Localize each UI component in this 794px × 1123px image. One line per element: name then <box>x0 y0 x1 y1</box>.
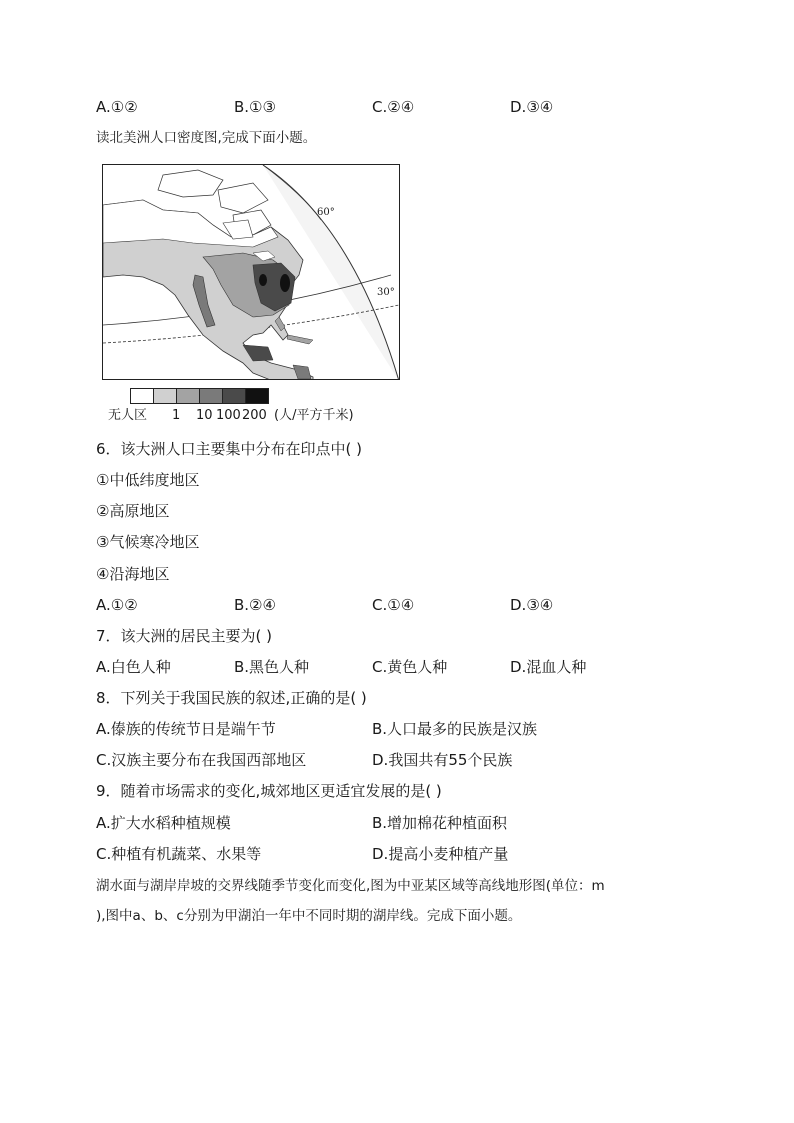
legend-label-10: 10 <box>196 408 213 423</box>
q6-option-d: D.③④ <box>510 596 554 614</box>
legend-label-unit: (人/平方千米) <box>274 408 354 423</box>
q7-option-b: B.黑色人种 <box>234 658 310 676</box>
legend-label-1: 1 <box>172 408 181 423</box>
intro-text-lake-line1: 湖水面与湖岸岸坡的交界线随季节变化而变化,图为中亚某区域等高线地形图(单位：m <box>96 878 605 894</box>
legend-swatch-5 <box>245 388 269 404</box>
q5-option-d: D.③④ <box>510 98 554 116</box>
q7-stem: 7．该大洲的居民主要为( ) <box>96 627 273 645</box>
q5-option-a: A.①② <box>96 98 138 116</box>
q9-stem: 9．随着市场需求的变化,城郊地区更适宜发展的是( ) <box>96 782 442 800</box>
q5-option-c: C.②④ <box>372 98 415 116</box>
legend-swatch-3 <box>199 388 223 404</box>
q6-option-c: C.①④ <box>372 596 415 614</box>
q8-option-c: C.汉族主要分布在我国西部地区 <box>96 751 307 769</box>
legend-label-none: 无人区 <box>108 408 148 423</box>
legend-swatch-1 <box>153 388 177 404</box>
q6-option-b: B.②④ <box>234 596 276 614</box>
map-legend <box>130 388 268 404</box>
q8-option-a: A.傣族的传统节日是端午节 <box>96 720 276 738</box>
intro-text-map: 读北美洲人口密度图,完成下面小题。 <box>96 130 317 146</box>
intro-text-lake-line2: ),图中a、b、c分别为甲湖泊一年中不同时期的湖岸线。完成下面小题。 <box>96 908 522 924</box>
q9-option-b: B.增加棉花种植面积 <box>372 814 508 832</box>
q7-option-c: C.黄色人种 <box>372 658 448 676</box>
legend-label-100: 100 <box>216 408 241 423</box>
legend-label-200: 200 <box>242 408 267 423</box>
q9-option-c: C.种植有机蔬菜、水果等 <box>96 845 262 863</box>
q8-option-b: B.人口最多的民族是汉族 <box>372 720 538 738</box>
latitude-60-label: 60° <box>317 207 335 218</box>
legend-swatch-4 <box>222 388 246 404</box>
q8-option-d: D.我国共有55个民族 <box>372 751 513 769</box>
legend-swatch-0 <box>130 388 154 404</box>
q6-option-a: A.①② <box>96 596 138 614</box>
q7-option-a: A.白色人种 <box>96 658 171 676</box>
q9-option-d: D.提高小麦种植产量 <box>372 845 509 863</box>
q6-stem: 6．该大洲人口主要集中分布在印点中( ) <box>96 440 363 458</box>
q5-option-b: B.①③ <box>234 98 276 116</box>
q9-option-a: A.扩大水稻种植规模 <box>96 814 231 832</box>
q6-item-1: ①中低纬度地区 <box>96 471 200 489</box>
q7-option-d: D.混血人种 <box>510 658 587 676</box>
q6-item-2: ②高原地区 <box>96 502 170 520</box>
q6-item-4: ④沿海地区 <box>96 565 170 583</box>
q6-item-3: ③气候寒冷地区 <box>96 533 200 551</box>
q8-stem: 8．下列关于我国民族的叙述,正确的是( ) <box>96 689 367 707</box>
legend-swatch-2 <box>176 388 200 404</box>
north-america-population-map <box>102 164 400 380</box>
latitude-30-label: 30° <box>377 287 395 298</box>
